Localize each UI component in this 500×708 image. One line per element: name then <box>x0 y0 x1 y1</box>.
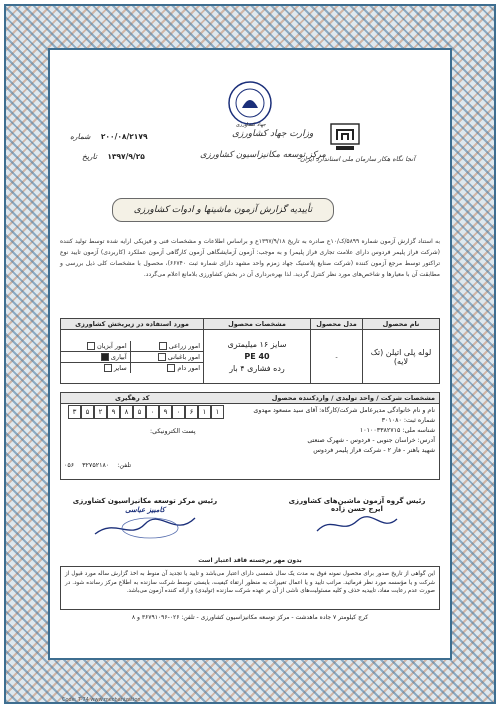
standard-logo <box>328 122 362 152</box>
col-name: نام محصول <box>363 319 440 330</box>
spec-3: رده فشاری ۴ بار <box>229 363 285 373</box>
signature-left-scribble <box>90 514 200 542</box>
agri-checkbox <box>159 342 167 350</box>
title-banner: تأییدیه گزارش آزمون ماشینها و ادوات کشاورزی <box>112 198 334 222</box>
tracking-digit: ۰ <box>172 405 185 419</box>
product-name: لوله پلی اتیلن (تک لایه) <box>363 330 440 384</box>
number-value: ۲۰۰/۰۸/۲۱۷۹ <box>100 132 148 141</box>
tracking-digit: ۹ <box>107 405 120 419</box>
livestock-checkbox <box>167 364 175 372</box>
col-model: مدل محصول <box>311 319 363 330</box>
address-line-2: شهید باهنر - فاز ۲ - شرکت فراز پلیمر فردوس <box>313 447 435 454</box>
phone-line <box>64 462 131 469</box>
other-checkbox <box>104 364 112 372</box>
col-usage: مورد استفاده در زیربخش کشاورزی <box>61 319 204 330</box>
ministry-title: وزارت جهاد کشاورزی <box>232 129 314 139</box>
footer-address: کرج کیلومتر ۷ جاده ماهدشت - مرکز توسعه مکانیزاسیون کشاورزی - تلفن: ۰۲۶-۳۶۷۹۱۰۹۶ و ۸ <box>131 614 369 621</box>
col-specs: مشخصات محصول <box>204 319 311 330</box>
standard-org: آنجا نگاه هکار سازمان ملی استاندارد ایران <box>300 155 415 163</box>
email-line: پست الکترونیکی: <box>150 428 196 435</box>
product-model: - <box>311 330 363 384</box>
usage-irrigation: آبیاری <box>61 351 130 362</box>
usage-grid <box>61 341 203 373</box>
aqua-checkbox <box>87 342 95 350</box>
area-code: ۰۵۶ <box>64 462 75 469</box>
product-table <box>60 318 440 384</box>
national-id-line: شناسه ملی: ۱۰۱۰۰۳۳۸۲۷۱۵ <box>359 427 435 434</box>
signature-left <box>60 497 230 542</box>
signer-right-title: رئیس گروه آزمون ماشین‌های کشاورزی <box>288 497 426 505</box>
tracking-code-boxes <box>68 405 224 419</box>
footer-code: Code: T-74 www.mechanization... <box>62 697 146 703</box>
tracking-digit: ۵ <box>133 405 146 419</box>
tracking-digit: ۳ <box>68 405 81 419</box>
body-paragraph: به استناد گزارش آزمون شماره ۵۸۹۹/ک/۱۰ع صادره به تاریخ ۱۳۹۷/۹/۱۸ع و براساس اطلاعات و مشخصات فنی و فیزیکی ارایه شده توسط تولید کننده (شرکت فراز پلیمر فردوس دارای علامت تجاری فراز پلیمر) و به موجب: آزمون آزمایشگاهی آزمون کارگاهی آزمون عملکرد (کاربردی) آزمون تایید نوع تراکتور توسط مرجع آزمون کننده (شرکت صنایع پلاستیک جهاد زمزم واحد مشهد دارای شماره ثبت ۶۶۷۴۰)، محصول با مشخصات کلی ذیل بررسی و مطابقت آن با معیارها و شاخص‌های مورد نظر کنترل گردید. لذا بهره‌برداری آن در بخش کشاورزی بلامانع اعلام می‌گردد. <box>60 238 440 278</box>
tracking-label: کد رهگیری <box>115 394 150 402</box>
irrigation-checkbox-checked <box>101 353 109 361</box>
usage-aqua: امور آبزیان <box>61 341 130 352</box>
tracking-digit: ۲ <box>94 405 107 419</box>
usage-garden: امور باغبانی <box>130 351 203 362</box>
tracking-digit: ۱ <box>198 405 211 419</box>
letter-number <box>70 132 148 141</box>
product-specs <box>204 330 311 384</box>
tracking-digit: ۹ <box>159 405 172 419</box>
date-value: ۱۳۹۷/۹/۲۵ <box>107 152 145 161</box>
spec-1: سایز ۱۶ میلیمتری <box>227 339 287 349</box>
signer-right-name: ایرج حسن زاده <box>331 505 383 513</box>
number-label: شماره <box>70 132 91 141</box>
signature-right <box>272 497 442 537</box>
usage-livestock: امور دام <box>130 362 203 373</box>
garden-checkbox <box>158 353 166 361</box>
phone-label: تلفن: <box>117 462 132 469</box>
spec-2: PE 40 <box>244 351 270 361</box>
tracking-digit: ۰ <box>146 405 159 419</box>
date-label: تاریخ <box>82 152 97 161</box>
reg-value: ۳۰۱۰۸۰ <box>381 417 402 424</box>
tracking-digit: ۸ <box>120 405 133 419</box>
ministry-logo <box>227 80 273 126</box>
logo-caption: جهاد کشاورزی <box>235 122 267 128</box>
usage-agri: امور زراعی <box>130 341 203 352</box>
usage-cell <box>61 330 204 384</box>
signer-left-name: کامبیز عباسی <box>125 505 165 514</box>
national-id-value: ۱۰۱۰۰۳۳۸۲۷۱۵ <box>359 427 401 434</box>
tracking-digit: ۵ <box>81 405 94 419</box>
tracking-digit: ۶ <box>185 405 198 419</box>
center-title: مرکز توسعه مکانیزاسیون کشاورزی <box>200 150 326 160</box>
phone-value: ۳۲۷۵۲۱۸۰ <box>82 462 110 469</box>
validity-note: این گواهی از تاریخ صدور برای محصول نمونه فوق به مدت یک سال شمسی دارای اعتبار می‌باشد و تایید یا تجدید آن منوط به اخذ گزارش ساله مورد قبول از شرکت و یا مؤسسه مورد نظر فرمائید. مراتب تایید و یا اعمال تغییرات به منظور ارتقاء کیفیت، بایستی توسط شرکت سازنده به اطلاع مرکز رسانده شود. در صورت عدم رعایت مفاد، تاییدیه حذف و کلیه مسئولیت‌های ناشی از آن بر عهده شرکت سازنده (تولیدی) و ارائه کننده آزمون می‌باشد. <box>60 566 440 610</box>
manager-line: نام و نام خانوادگی مدیرعامل شرکت/کارگاه: آقای سید مسعود مهدوی <box>253 407 435 414</box>
validity-note-title: بدون مهر برجسته فاقد اعتبار است <box>198 557 302 564</box>
signer-left-title: رئیس مرکز توسعه مکانیزاسیون کشاورزی <box>72 497 218 505</box>
company-title: مشخصات شرکت / واحد تولیدی / واردکننده محصول <box>271 394 435 402</box>
company-header <box>61 393 439 404</box>
letter-date <box>82 152 145 161</box>
reg-line: شماره ثبت: ۳۰۱۰۸۰ <box>381 417 435 424</box>
tracking-digit: ۱ <box>211 405 224 419</box>
signature-right-scribble <box>312 513 402 537</box>
address-line: آدرس: خراسان جنوبی - فردوس - شهرک صنعتی <box>307 437 435 444</box>
usage-other: سایر <box>61 362 130 373</box>
